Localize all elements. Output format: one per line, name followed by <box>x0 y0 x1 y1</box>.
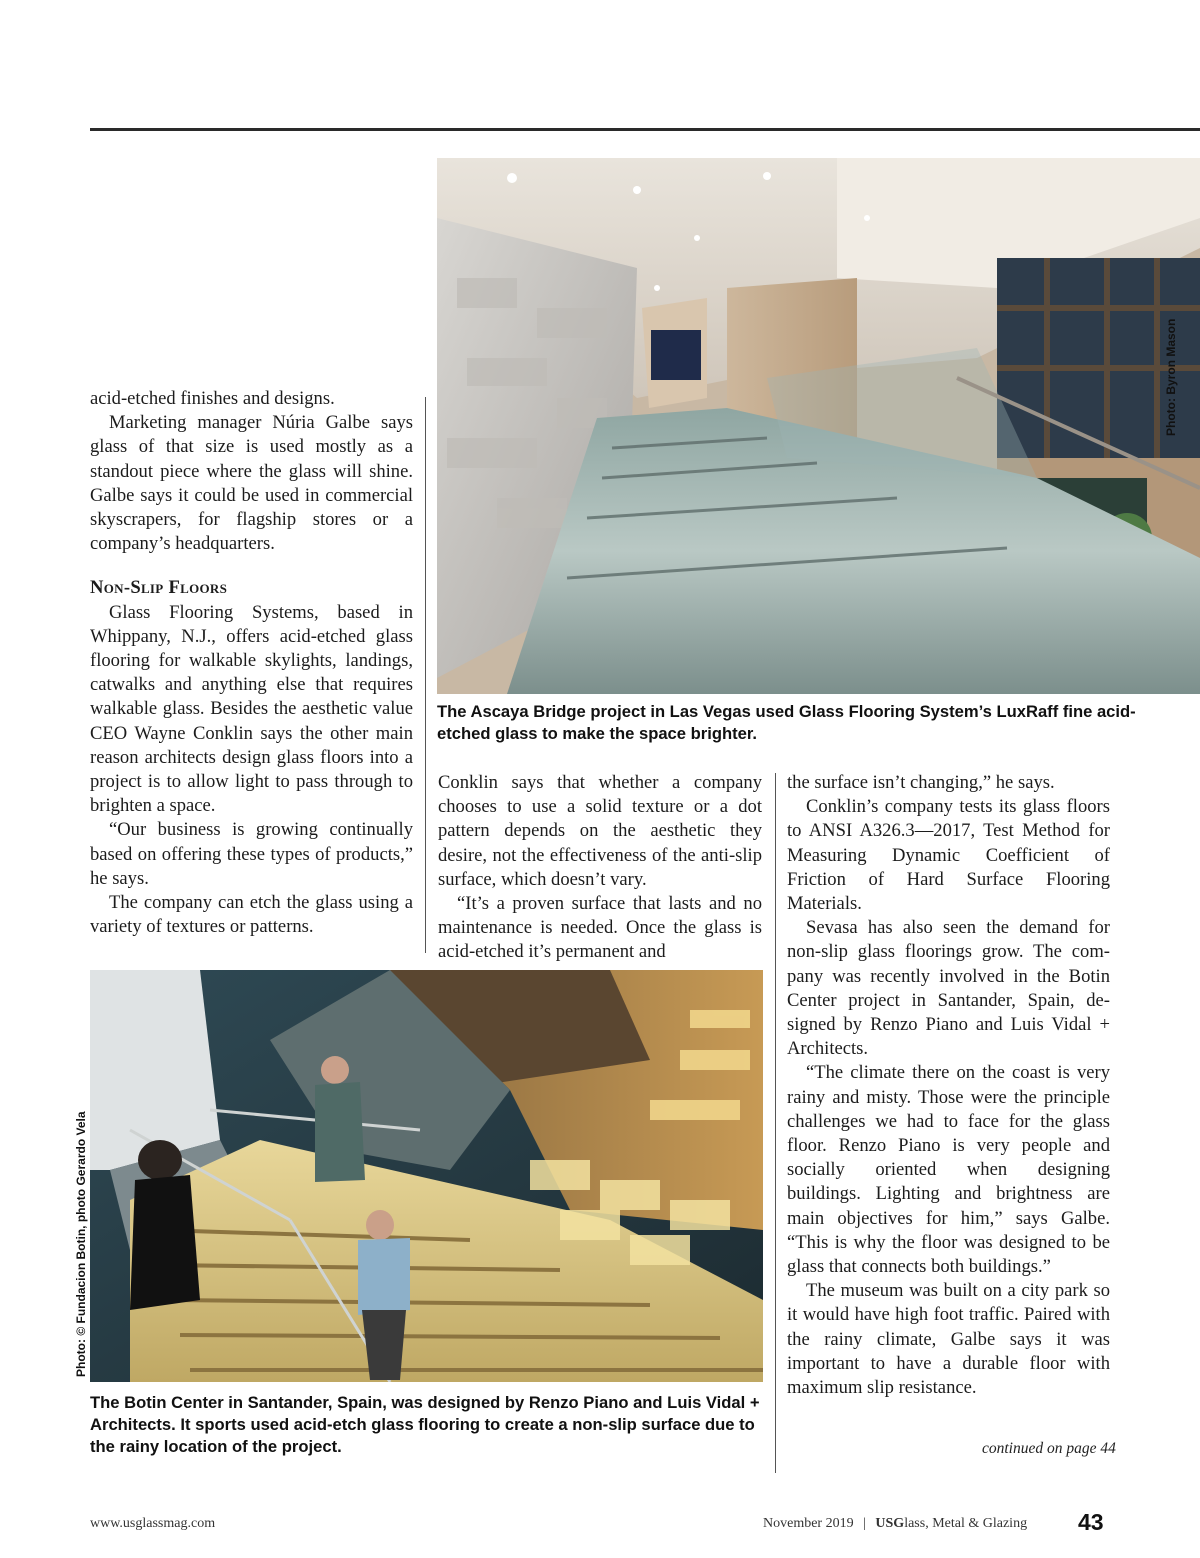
botin-center-photo <box>90 970 763 1382</box>
paragraph: Conklin says that whether a company chooses to use a solid texture or a dot pattern depends on the aesthetic they desire, not the effectiveness of the anti-slip surface, which doesn’t vary. <box>438 772 762 890</box>
paragraph: The museum was built on a city park so it would have high foot traffic. Paired with the rainy climate, Galbe says it was important to have a durable floor with maximum slip resistance. <box>787 1280 1110 1399</box>
photo-credit-bottom: Photo: © Fundacion Botin, photo Gerardo Vela <box>74 1111 88 1377</box>
header-rule <box>90 128 1200 131</box>
paragraph: “It’s a proven surface that lasts and no maintenance is needed. Once the glass is acid-etched it’s permanent and <box>438 893 762 963</box>
continued-note: continued on page 44 <box>982 1440 1116 1457</box>
footer-url: www.usglassmag.com <box>90 1516 216 1531</box>
page-number: 43 <box>1078 1509 1104 1535</box>
magazine-name-bold: USG <box>875 1516 905 1531</box>
paragraph: acid-etched finishes and designs. <box>90 388 335 409</box>
paragraph: The company can etch the glass using a variety of textures or patterns. <box>90 892 413 938</box>
paragraph: “Our business is growing continually based on offering these types of products,” he says. <box>90 819 413 889</box>
paragraph: “The climate there on the coast is very rainy and misty. Those were the principle challenges we had to face for the glass floor. Renzo Piano is very people and socially oriented when designing buildings. Lighting and brightness are main objectives for him,” says Galbe. “This is why the floor was designed to be glass that connects both buildings.” <box>787 1062 1110 1278</box>
column-divider <box>775 773 776 1473</box>
footer-magazine <box>763 1516 1027 1532</box>
issue-date: November 2019 <box>763 1516 854 1531</box>
paragraph: Sevasa has also seen the demand for non-slip glass floorings grow. The company was recently involved in the Botin Center project in Santander, Spain, designed by Renzo Piano and Luis Vidal + Architects. <box>787 917 1110 1060</box>
paragraph: Glass Flooring Systems, based in Whippany, N.J., offers acid-etched glass flooring for walkable skylights, landings, catwalks and anything else that requires walkable glass. Besides the aesthetic value CEO Wayne Conklin says the other main reason architects design glass floors into a project is to allow light to pass through to brighten a space. <box>90 601 413 817</box>
column-divider <box>425 397 426 953</box>
footer-separator: | <box>863 1516 866 1531</box>
photo-caption-bottom: The Botin Center in Santander, Spain, was designed by Renzo Piano and Luis Vidal + Architects. It sports used acid-etch glass flooring to create a non-slip surface due to the rainy location of the project. <box>90 1393 760 1456</box>
article-column-2 <box>438 771 762 965</box>
paragraph: Conklin’s company tests its glass floors to ANSI A326.3—2017, Test Method for Measuring Dynamic Coefficient of Friction of Hard Surface Flooring Materials. <box>787 796 1110 915</box>
photo-credit-top: Photo: Byron Mason <box>1164 318 1178 436</box>
ascaya-bridge-photo <box>437 158 1200 694</box>
paragraph: the surface isn’t changing,” he says. <box>787 772 1055 793</box>
photo-caption-top: The Ascaya Bridge project in Las Vegas used Glass Flooring System’s LuxRaff fine acid-etched glass to make the space brighter. <box>437 702 1136 743</box>
article-column-3 <box>787 771 1110 1400</box>
section-heading: Non-Slip Floors <box>90 577 228 599</box>
article-column-1 <box>90 387 413 939</box>
magazine-name: lass, Metal & Glazing <box>904 1516 1028 1531</box>
paragraph: Marketing manager Núria Galbe says glass of that size is used mostly as a standout piece where the glass will shine. Galbe says it could be used in commercial skyscrapers, for flagship stores or a company’s headquarters. <box>90 412 413 555</box>
